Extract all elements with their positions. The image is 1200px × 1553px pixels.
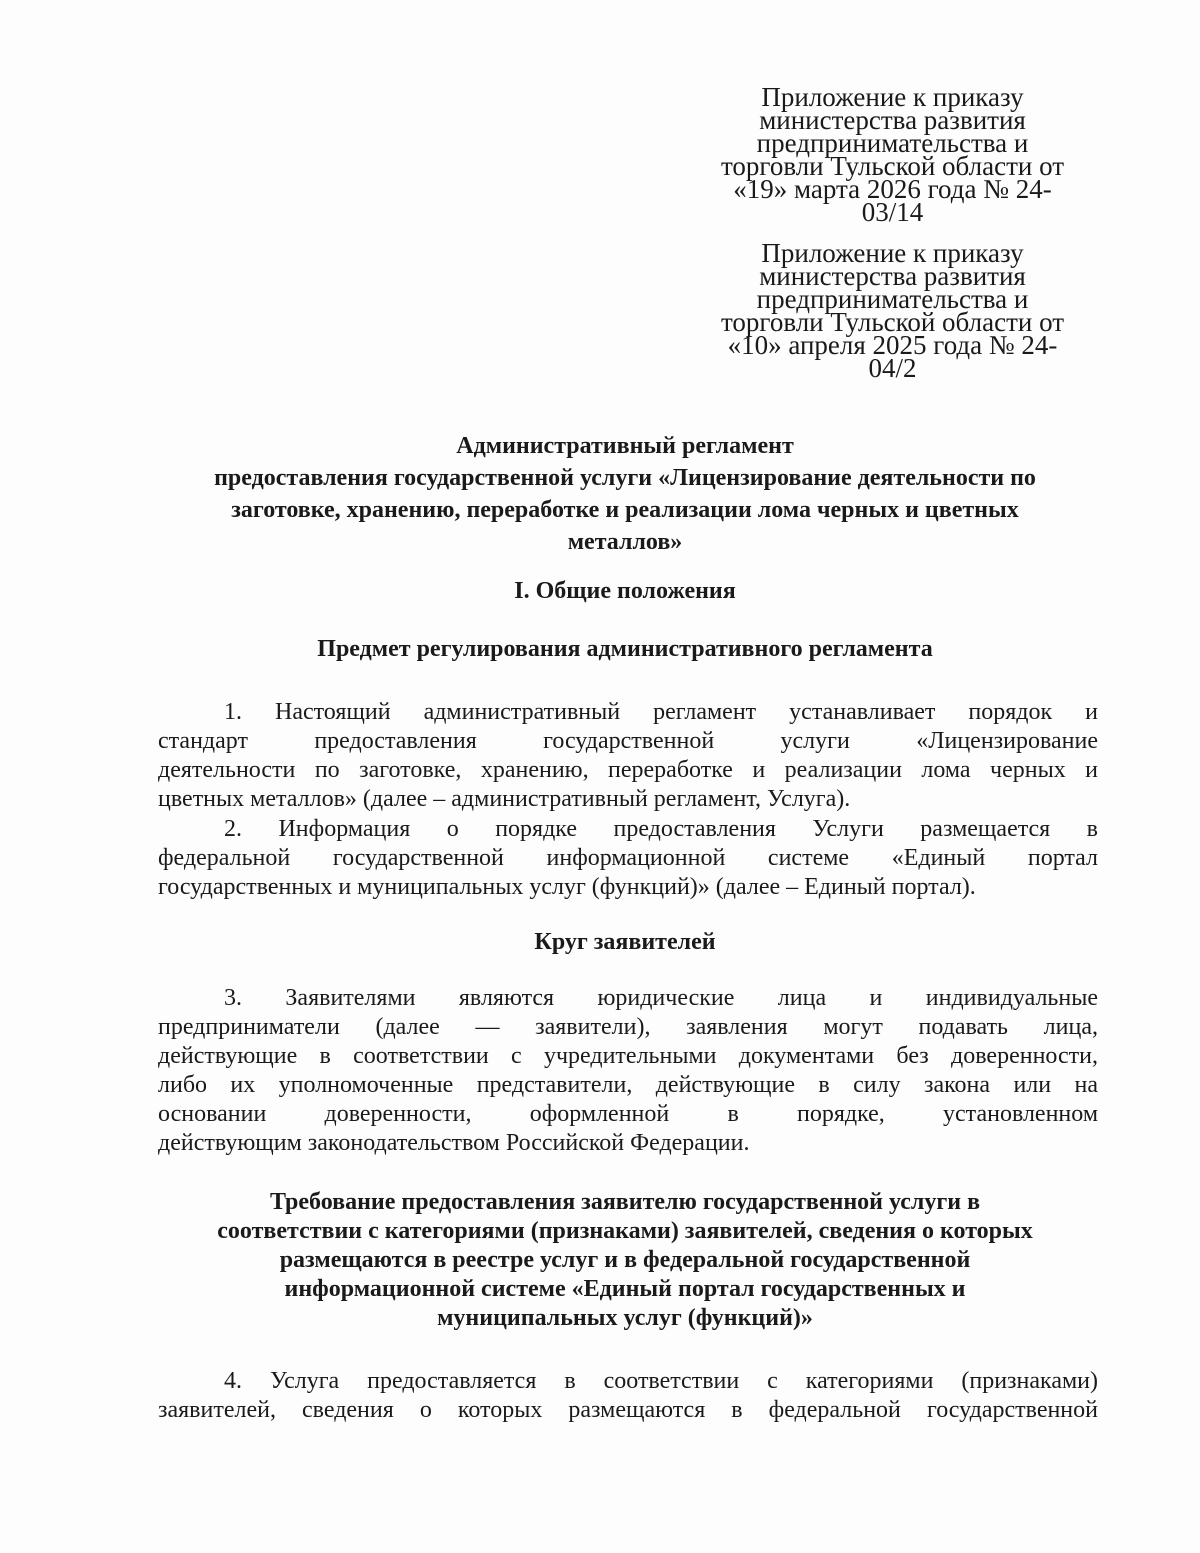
paragraph-line: деятельности по заготовке, хранению, переработке и реализации лома черных и <box>158 757 1098 783</box>
document-title <box>140 430 1110 558</box>
title-line: Административный регламент <box>456 433 794 459</box>
paragraph-line: действующие в соответствии с учредительными документами без доверенности, <box>158 1043 1098 1069</box>
appendix-line: 04/2 <box>868 353 917 383</box>
requirement-heading <box>140 1188 1110 1333</box>
section-heading <box>140 576 1110 606</box>
paragraph-line: либо их уполномоченные представители, действующие в силу закона или на <box>158 1072 1098 1098</box>
paragraph-line: 1. Настоящий административный регламент устанавливает порядок и <box>224 699 1098 725</box>
appendix-line: торговли Тульской области от <box>720 151 1065 181</box>
paragraph-4 <box>158 1367 1098 1425</box>
appendix-line: министерства развития <box>759 261 1026 291</box>
requirement-heading-line: Требование предоставления заявителю государственной услуги в <box>269 1189 981 1215</box>
requirement-heading-line: информационной системе «Единый портал государственных и <box>284 1276 966 1302</box>
applicants-heading-text: Круг заявителей <box>534 929 716 955</box>
paragraph-2 <box>158 815 1098 902</box>
appendix-line: предпринимательства и <box>756 128 1029 158</box>
applicants-heading <box>140 927 1110 957</box>
title-line: предоставления государственной услуги «Лицензирование деятельности по <box>214 465 1036 491</box>
paragraph-line: основании доверенности, оформленной в порядке, установленном <box>158 1101 1098 1127</box>
appendix-line: «19» марта 2026 года № 24- <box>733 174 1052 204</box>
subject-heading-text: Предмет регулирования административного регламента <box>317 636 933 662</box>
section-heading-text: I. Общие положения <box>514 578 736 604</box>
appendix-note-previous <box>700 238 1085 383</box>
paragraph-line: 4. Услуга предоставляется в соответствии с категориями (признаками) <box>224 1368 1098 1394</box>
appendix-line: 03/14 <box>861 197 924 227</box>
paragraph-line: стандарт предоставления государственной услуги «Лицензирование <box>158 728 1098 754</box>
title-line: заготовке, хранению, переработке и реализации лома черных и цветных <box>231 497 1019 523</box>
paragraph-line: предприниматели (далее — заявители), заявления могут подавать лица, <box>158 1014 1098 1040</box>
appendix-line: министерства развития <box>759 105 1026 135</box>
appendix-line: Приложение к приказу <box>761 82 1024 112</box>
paragraph-line: 3. Заявителями являются юридические лица и индивидуальные <box>224 985 1098 1011</box>
paragraph-line: государственных и муниципальных услуг (функций)» (далее – Единый портал). <box>158 874 976 900</box>
paragraph-line: действующим законодательством Российской Федерации. <box>158 1130 750 1156</box>
appendix-line: Приложение к приказу <box>761 238 1024 268</box>
appendix-line: «10» апреля 2025 года № 24- <box>727 330 1058 360</box>
requirement-heading-line: муниципальных услуг (функций)» <box>437 1305 813 1331</box>
requirement-heading-line: размещаются в реестре услуг и в федеральной государственной <box>279 1247 971 1273</box>
appendix-line: торговли Тульской области от <box>720 307 1065 337</box>
paragraph-line: 2. Информация о порядке предоставления Услуги размещается в <box>224 816 1098 842</box>
appendix-note-current <box>700 82 1085 227</box>
paragraph-1 <box>158 698 1098 814</box>
appendix-line: предпринимательства и <box>756 284 1029 314</box>
paragraph-line: цветных металлов» (далее – административный регламент, Услуга). <box>158 786 851 812</box>
requirement-heading-line: соответствии с категориями (признаками) заявителей, сведения о которых <box>217 1218 1033 1244</box>
subject-heading <box>140 634 1110 664</box>
title-line: металлов» <box>567 529 683 555</box>
paragraph-3 <box>158 984 1098 1158</box>
paragraph-line: федеральной государственной информационной системе «Единый портал <box>158 845 1098 871</box>
paragraph-line: заявителей, сведения о которых размещаются в федеральной государственной <box>158 1397 1098 1423</box>
